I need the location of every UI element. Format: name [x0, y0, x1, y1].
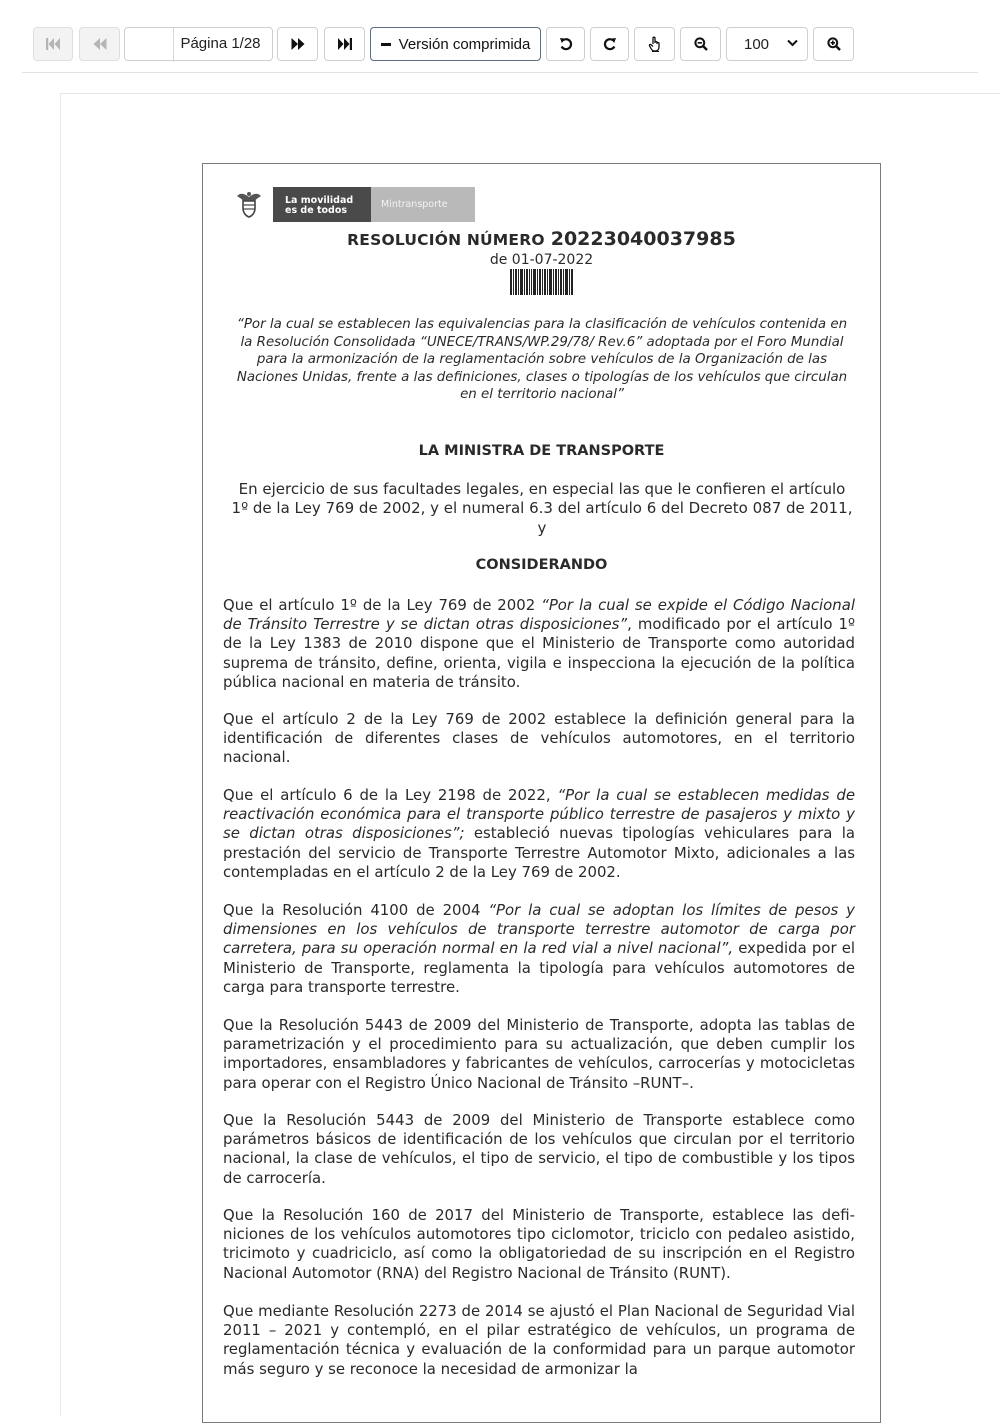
next-page-icon — [291, 38, 305, 50]
rotate-left-button[interactable] — [546, 27, 585, 61]
zoom-out-icon — [694, 37, 708, 51]
hand-pan-icon — [648, 36, 662, 52]
chevron-down-icon — [787, 39, 798, 47]
compressed-version-label: Versión comprimida — [398, 35, 531, 53]
previous-page-button[interactable] — [79, 27, 120, 61]
first-page-icon — [46, 38, 60, 50]
next-page-button[interactable] — [277, 27, 318, 61]
resolution-heading — [203, 228, 880, 250]
page-number-input[interactable] — [125, 28, 174, 62]
paragraph-5: Que la Resolución 5443 de 2009 del Ministerio de Transporte, adopta las tablas de parametrización y el procedimiento para su actualización, que deben cumplir los importadores, ensambladores y fabricantes de vehículos, carrocerías y motocicletas para operar con el Registro Único Nacional de Tránsito –RUNT–. — [223, 1016, 855, 1092]
last-page-icon — [338, 38, 352, 50]
considerando-heading: CONSIDERANDO — [475, 557, 608, 573]
zoom-level-value: 100 — [744, 36, 770, 53]
paragraph-4: Que la Resolución 4100 de 2004 “Por la cual se adoptan los límites de pesos y dimensiones en los vehículos de transporte terrestre automotor de carga por carretera, para su operación normal en la red vial a nivel nacional”, expedida por el Ministerio de Transporte, reglamenta la tipología para vehículos automotores de carga para transporte terrestre. — [223, 901, 855, 996]
paragraph-7: Que la Resolución 160 de 2017 del Ministerio de Transporte, establece las defi-niciones de los vehículos automotores tipo ciclomotor, triciclo con pedaleo asistido, tricimoto y cuadriciclo, así como la obligatoriedad de su inscripción en el Registro Nacional Automotor (RNA) del Registro Nacional de Tránsito (RUNT). — [223, 1206, 855, 1282]
page-indicator — [124, 27, 273, 61]
rotate-left-icon — [559, 37, 573, 51]
intro-paragraph: En ejercicio de sus facultades legales, en especial las que le confieren el artículo 1º de la Ley 769 de 2002, y el numeral 6.3 del artículo 6 del Decreto 087 de 2011, y — [231, 480, 853, 537]
logo-ministry-name: Mintransporte — [371, 187, 475, 222]
zoom-in-button[interactable] — [813, 27, 854, 61]
zoom-level-select[interactable] — [726, 27, 808, 61]
barcode-image — [510, 269, 574, 295]
logo-tagline: La movilidad es de todos — [273, 187, 371, 222]
page-count-label: Página 1/28 — [180, 35, 261, 52]
toolbar-divider — [22, 72, 978, 73]
first-page-button[interactable] — [33, 27, 73, 61]
pan-tool-button[interactable] — [634, 27, 675, 61]
rotate-right-icon — [603, 37, 617, 51]
zoom-out-button[interactable] — [680, 27, 721, 61]
resolution-date: de 01-07-2022 — [489, 252, 594, 268]
viewer-toolbar — [0, 0, 1000, 72]
ministry-logo — [233, 186, 475, 222]
paragraph-2: Que el artículo 2 de la Ley 769 de 2002 establece la definición general para la identificación de diferentes clases de vehículos automotores, en el territorio nacional. — [223, 710, 855, 767]
resolution-number: 20223040037985 — [550, 228, 736, 250]
coat-of-arms-icon — [233, 188, 265, 220]
document-page — [202, 163, 881, 1423]
paragraph-6: Que la Resolución 5443 de 2009 del Ministerio de Transporte establece como parámetros básicos de identificación de los vehículos que circulan por el territorio nacional, la clase de vehículos, el tipo de servicio, el tipo de combustible y los tipos de carrocería. — [223, 1111, 855, 1187]
previous-page-icon — [93, 38, 107, 50]
minus-icon — [381, 43, 391, 46]
compressed-version-button[interactable] — [370, 27, 541, 61]
paragraph-8: Que mediante Resolución 2273 de 2014 se ajustó el Plan Nacional de Seguridad Vial 2011 – 2021 y contempló, en el pilar estratégico de vehículos, un programa de reglamentación técnica y evaluación de la conformidad para un parque automotor más seguro y se reconoce la necesidad de armonizar la — [223, 1302, 855, 1378]
last-page-button[interactable] — [324, 27, 365, 61]
authority-heading: LA MINISTRA DE TRANSPORTE — [418, 443, 665, 459]
zoom-in-icon — [827, 37, 841, 51]
resolution-label: RESOLUCIÓN NÚMERO — [347, 231, 545, 249]
paragraph-3: Que el artículo 6 de la Ley 2198 de 2022, “Por la cual se establecen medidas de reactivación económica para el transporte público terrestre de pasajeros y mixto y se dictan otras disposiciones”; estableció nuevas tipologías vehiculares para la prestación del servicio de Transporte Terrestre Automotor Mixto, adicionales a las contempladas en el artículo 2 de la Ley 769 de 2002. — [223, 786, 855, 881]
resolution-title: “Por la cual se establecen las equivalencias para la clasificación de vehículos contenida en la Resolución Consolidada “UNECE/TRANS/WP.29/78/ Rev.6” adoptada por el Foro Mundial para la armonización de la reglamentación sobre vehículos de la Organización de las Naciones Unidas, frente a las definiciones, clases o tipologías de los vehículos que circulan en el territorio nacional” — [236, 317, 848, 403]
rotate-right-button[interactable] — [590, 27, 629, 61]
paragraph-1: Que el artículo 1º de la Ley 769 de 2002 “Por la cual se expide el Código Nacional de Tránsito Terrestre y se dictan otras disposiciones”, modificado por el artículo 1º de la Ley 1383 de 2010 dispone que el Ministerio de Transporte como autoridad suprema de tránsito, define, orienta, vigila e inspecciona la ejecución de la política pública nacional en materia de tránsito. — [223, 596, 855, 691]
